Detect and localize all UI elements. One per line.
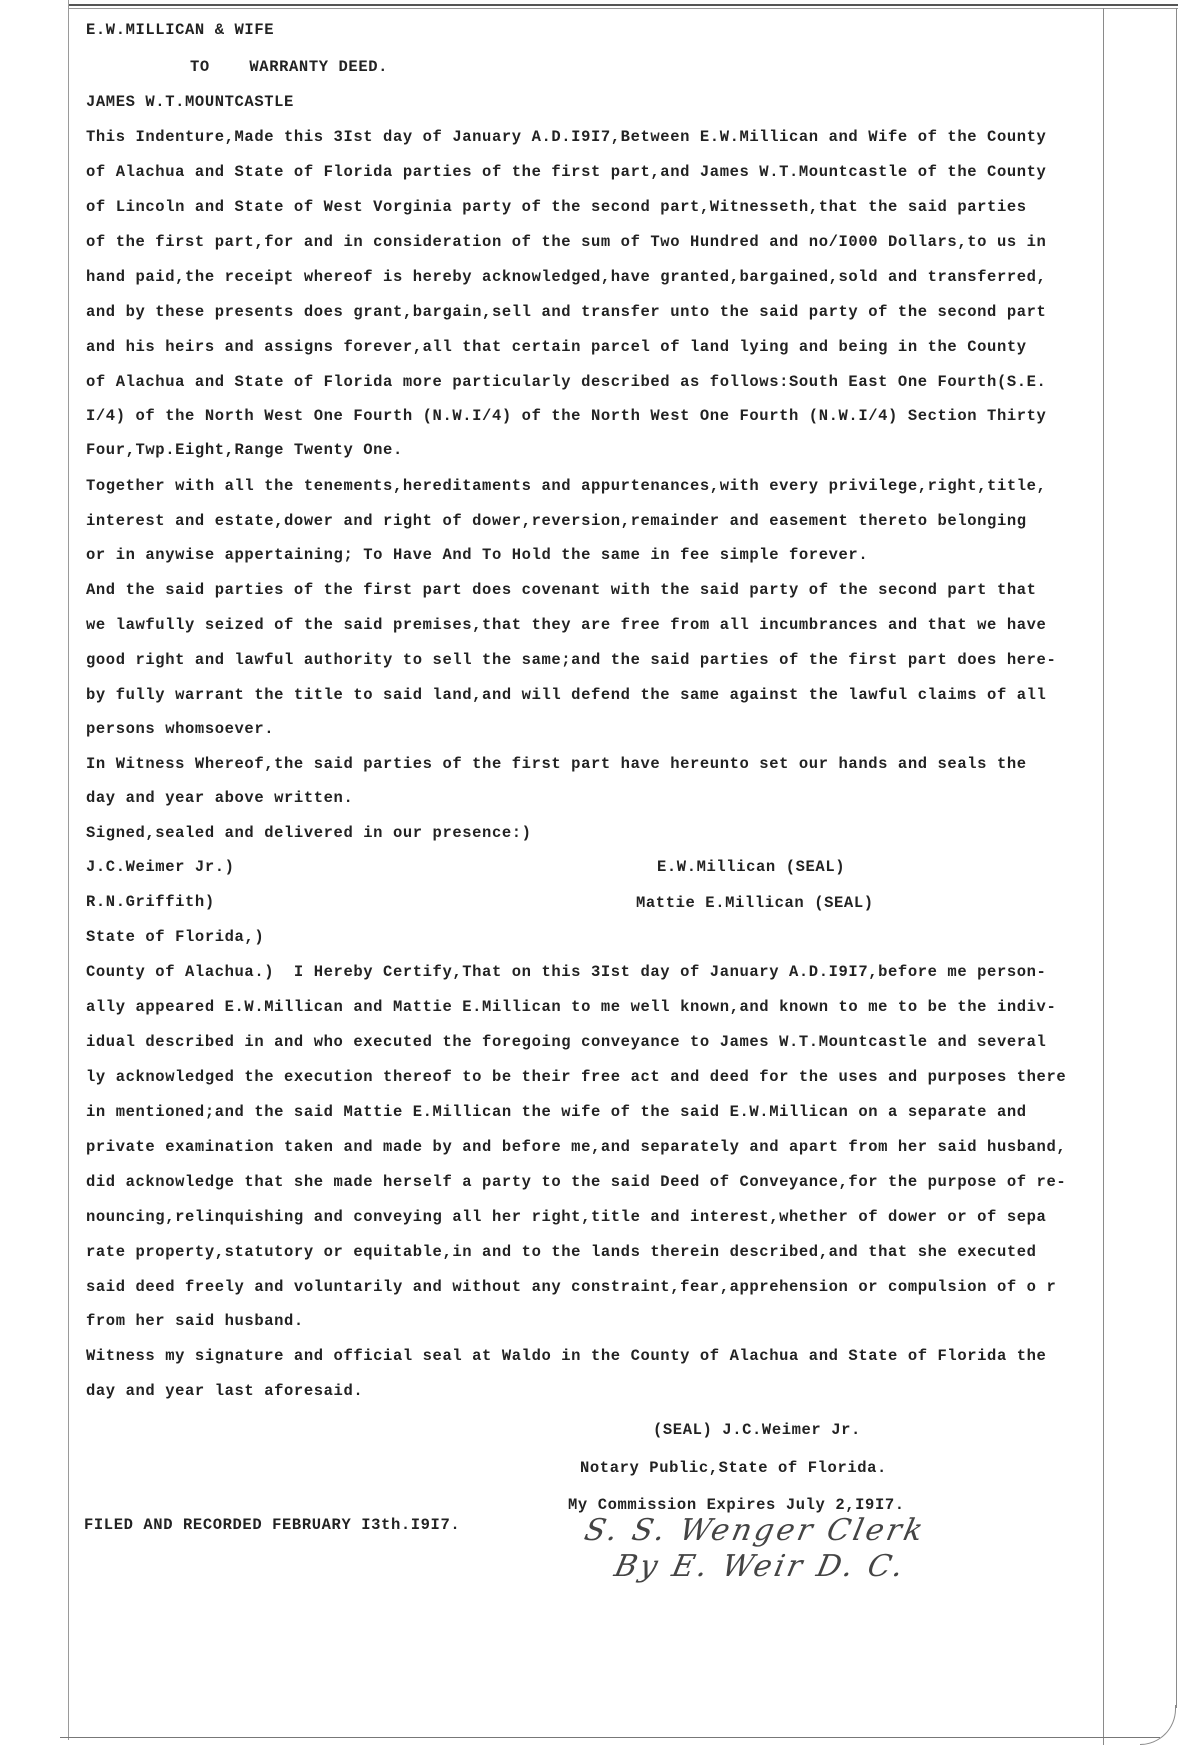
right-margin-line [1103,8,1104,1745]
top-border-rule-inner [68,8,1178,9]
ack-line: in mentioned;and the said Mattie E.Millican the wife of the said E.W.Millican on a separate and [86,1103,1027,1121]
body-line: or in anywise appertaining; To Have And To Hold the same in fee simple forever. [86,546,869,564]
body-line: of Alachua and State of Florida parties of the first part,and James W.T.Mountcastle of the County [86,163,1047,181]
body-line: and by these presents does grant,bargain,sell and transfer unto the said party of the second part [86,303,1047,321]
body-line: and his heirs and assigns forever,all that certain parcel of land lying and being in the County [86,338,1027,356]
ack-line: Witness my signature and official seal at Waldo in the County of Alachua and State of Florida the [86,1347,1047,1365]
body-line: hand paid,the receipt whereof is hereby acknowledged,have granted,bargained,sold and transferred, [86,268,1047,286]
notary-title: Notary Public,State of Florida. [580,1459,887,1477]
grantor-signature: E.W.Millican (SEAL) [657,858,846,876]
caption-to-warranty-deed: TO WARRANTY DEED. [190,58,389,76]
ack-line: from her said husband. [86,1312,304,1330]
body-line: by fully warrant the title to said land,and will defend the same against the lawful claims of all [86,686,1047,704]
ack-line: County of Alachua.) I Hereby Certify,That on this 3Ist day of January A.D.I9I7,before me person- [86,963,1047,981]
ack-line: nouncing,relinquishing and conveying all her right,title and interest,whether of dower or of sepa [86,1208,1047,1226]
ack-line: did acknowledge that she made herself a party to the said Deed of Conveyance,for the purpose of re- [86,1173,1067,1191]
ack-line: day and year last aforesaid. [86,1382,364,1400]
ack-line: ally appeared E.W.Millican and Mattie E.Millican to me well known,and known to me to be the indiv- [86,998,1057,1016]
body-line: day and year above written. [86,789,354,807]
notary-commission: My Commission Expires July 2,I9I7. [568,1496,905,1514]
body-line: persons whomsoever. [86,720,275,738]
grantor-signature: Mattie E.Millican (SEAL) [636,894,874,912]
body-line: of the first part,for and in consideration of the sum of Two Hundred and no/I000 Dollars,to us in [86,233,1047,251]
body-line: Together with all the tenements,hereditaments and appurtenances,with every privilege,right,title, [86,477,1047,495]
clerk-handwritten-signature: S. S. Wenger Clerk [581,1513,929,1548]
ack-line: ly acknowledged the execution thereof to be their free act and deed for the uses and purposes there [86,1068,1067,1086]
caption-grantee: JAMES W.T.MOUNTCASTLE [86,93,294,111]
ack-line: said deed freely and voluntarily and without any constraint,fear,apprehension or compulsion of o r [86,1278,1057,1296]
body-line: In Witness Whereof,the said parties of the first part have hereunto set our hands and seals the [86,755,1027,773]
bottom-border-rule [60,1737,1160,1738]
witness-name: J.C.Weimer Jr.) [86,858,235,876]
left-margin-line [68,0,69,1740]
body-line: interest and estate,dower and right of dower,reversion,remainder and easement thereto belonging [86,512,1027,530]
body-line: And the said parties of the first part does covenant with the said party of the second part that [86,581,1037,599]
top-border-rule [68,4,1178,6]
body-line: This Indenture,Made this 3Ist day of January A.D.I9I7,Between E.W.Millican and Wife of the County [86,128,1047,146]
body-line: of Alachua and State of Florida more particularly described as follows:South East One Fourth(S.E. [86,373,1047,391]
body-line: good right and lawful authority to sell the same;and the said parties of the first part does here- [86,651,1057,669]
ack-line: State of Florida,) [86,928,265,946]
filed-recorded-stamp: FILED AND RECORDED FEBRUARY I3th.I9I7. [84,1516,461,1534]
outer-right-border-curve [1140,1705,1176,1745]
ack-line: idual described in and who executed the foregoing conveyance to James W.T.Mountcastle and several [86,1033,1047,1051]
ack-line: rate property,statutory or equitable,in and to the lands therein described,and that she executed [86,1243,1037,1261]
body-line: Four,Twp.Eight,Range Twenty One. [86,441,403,459]
body-line: of Lincoln and State of West Vorginia party of the second part,Witnesseth,that the said parties [86,198,1027,216]
notary-signature: (SEAL) J.C.Weimer Jr. [653,1421,861,1439]
ack-line: private examination taken and made by and before me,and separately and apart from her said husband, [86,1138,1067,1156]
body-line: I/4) of the North West One Fourth (N.W.I/4) of the North West One Fourth (N.W.I/4) Section Thirty [86,407,1047,425]
deputy-clerk-handwritten-signature: By E. Weir D. C. [611,1549,910,1584]
body-line: we lawfully seized of the said premises,that they are free from all incumbrances and that we have [86,616,1047,634]
witness-name: R.N.Griffith) [86,893,215,911]
caption-grantor: E.W.MILLICAN & WIFE [86,21,275,39]
outer-right-border [1176,8,1177,1708]
body-line: Signed,sealed and delivered in our presence:) [86,824,532,842]
